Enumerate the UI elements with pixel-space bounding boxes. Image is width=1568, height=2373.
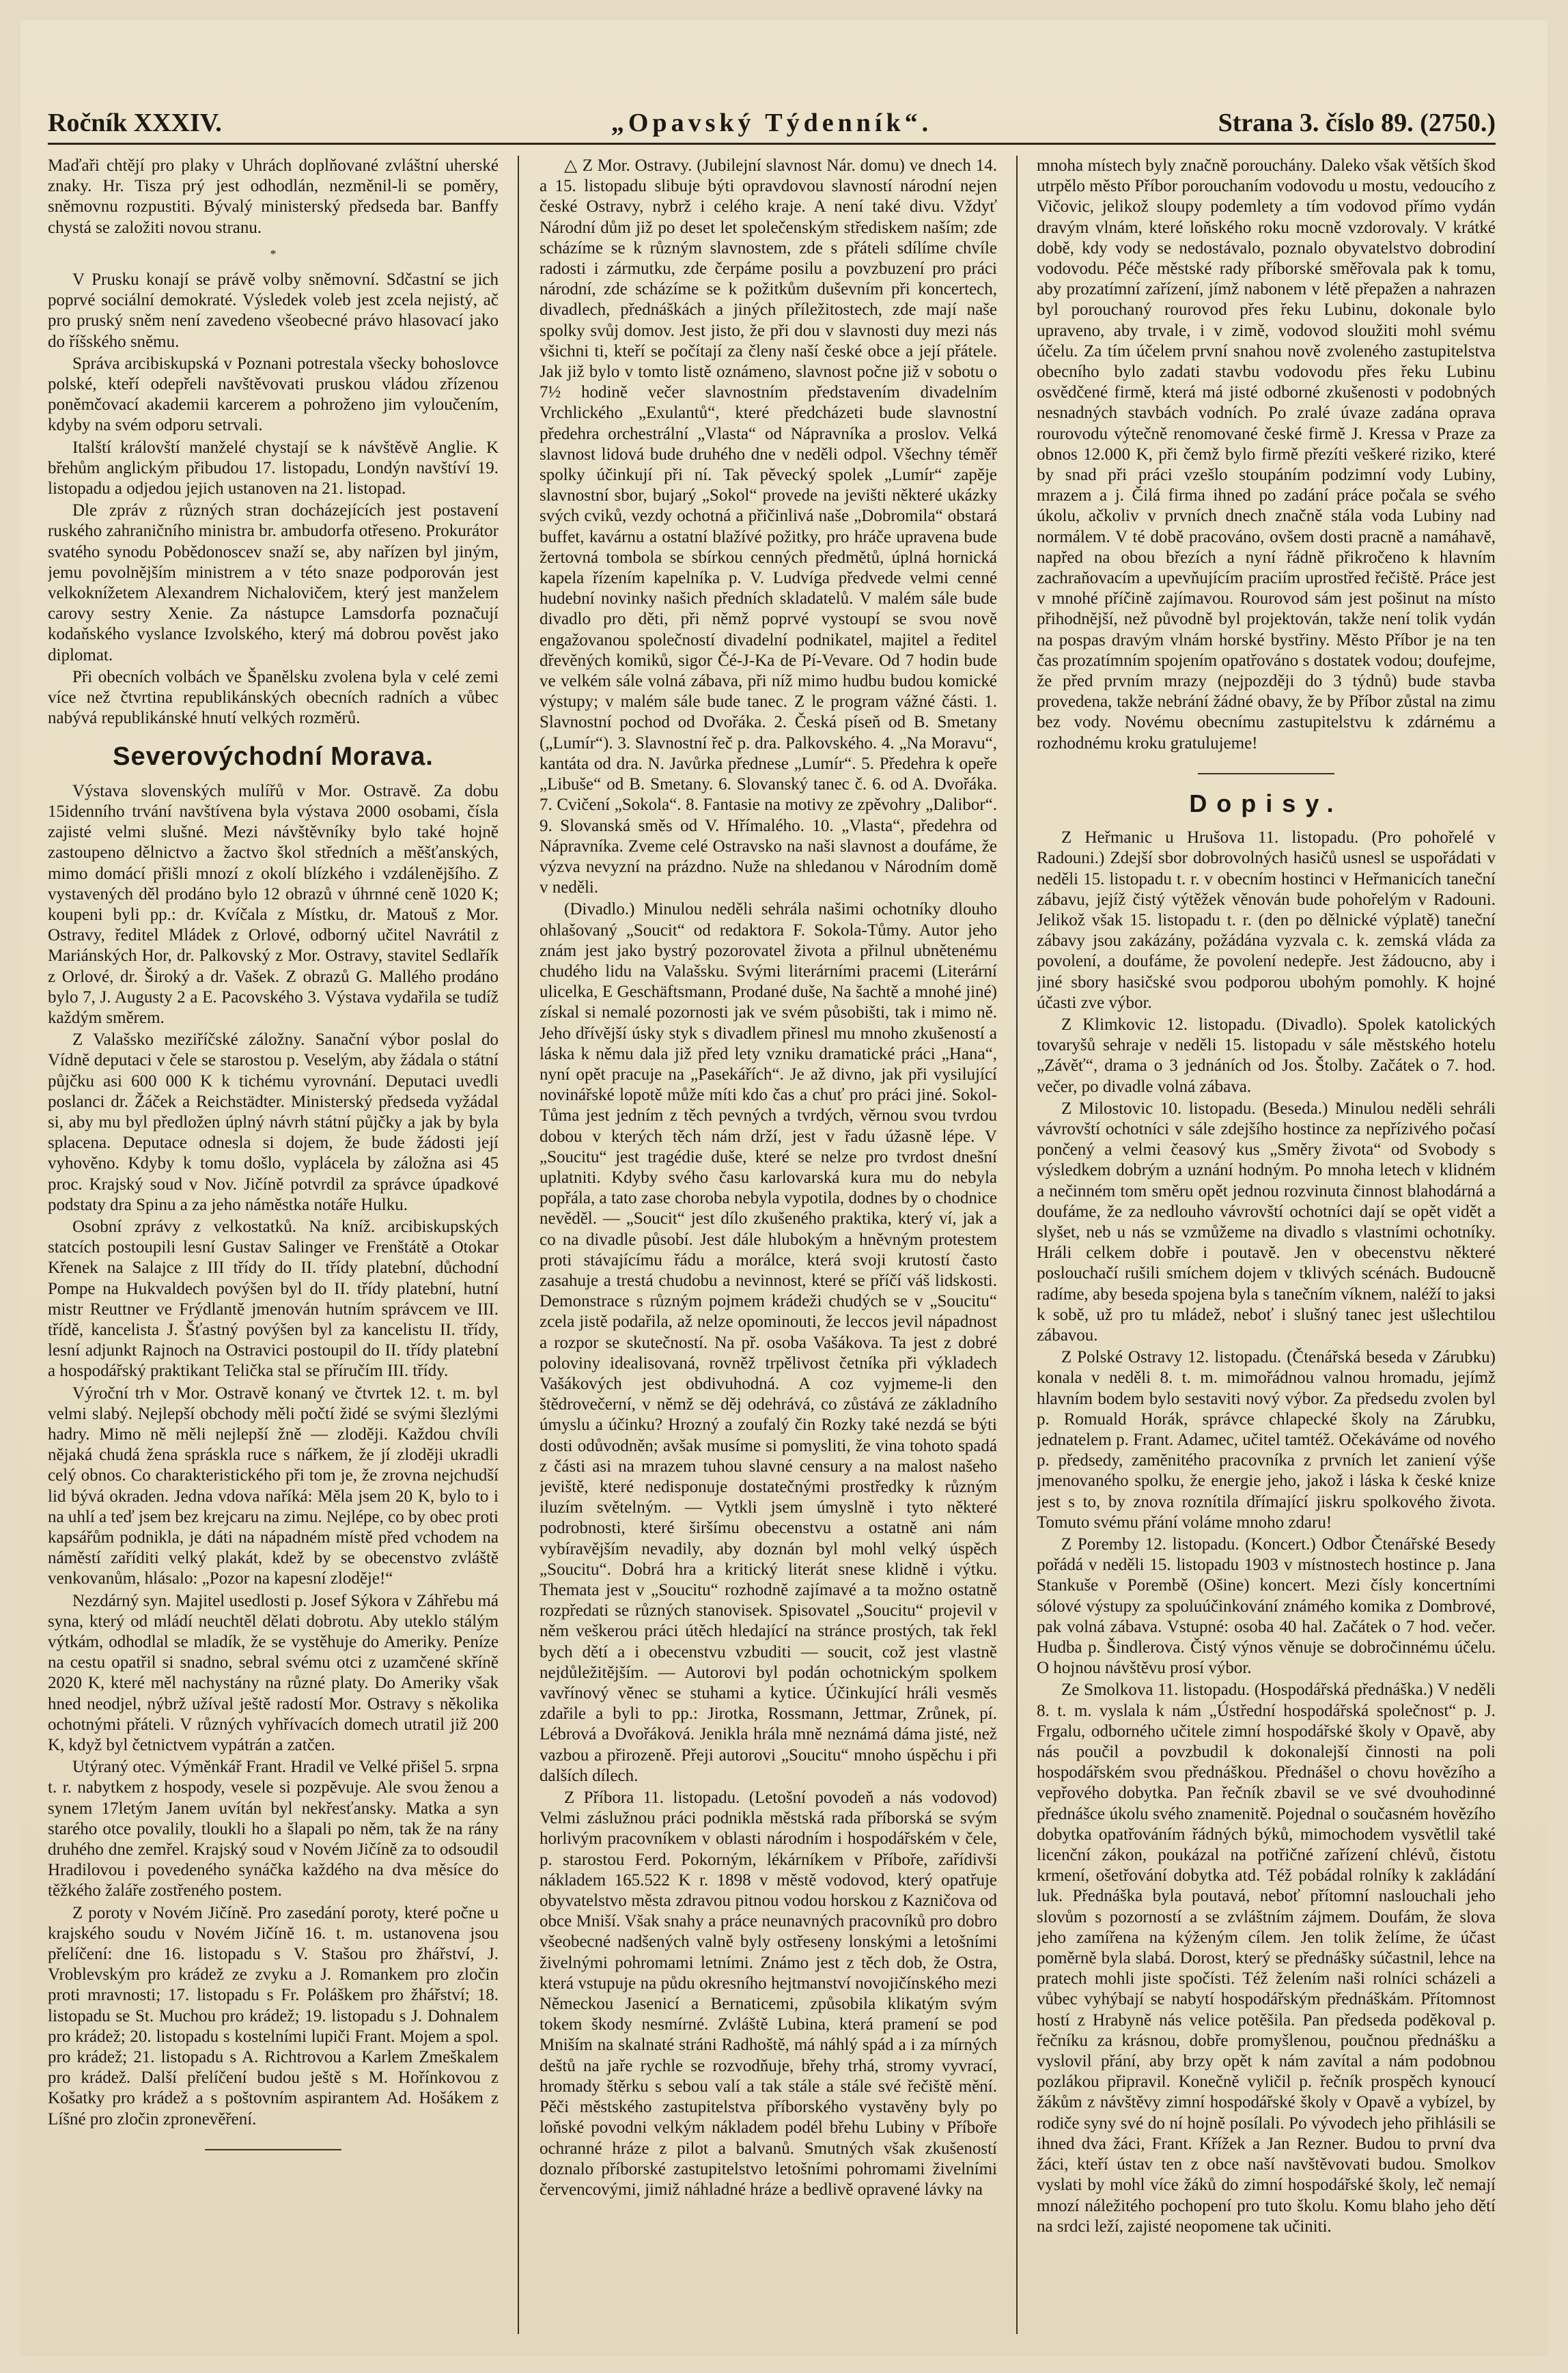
article-paragraph: Italští královští manželé chystají se k návštěvě Anglie. K břehům anglickým přibudou 17. listopadu, Londýn navštíví 19. listopadu a odjedou jejich ustanoven na 21. listopad.	[48, 438, 499, 499]
page-header	[48, 102, 1496, 145]
newspaper-title: „Opavský Týdenník“.	[611, 109, 933, 137]
article-paragraph: Z Valašsko meziříčské záložny. Sanační výbor poslal do Vídně deputaci v čele se starostou p. Veselým, aby žádala o státní půjčku asi 600 000 K k tichému vyrovnání. Deputaci uvedli poslanci dr. Žáček a Reichstädter. Ministerský předseda vyžádal si, aby mu byl předložen úplný návrh státní půjčky a jak by byla splacena. Deputace odnesla si dojem, že bude žádosti její vyhověno. Kdyby k tomu došlo, vyplácela by záložna asi 45 proc. Krajský soud v Nov. Jičíně potvrdil za správce úpadkové podstaty dra Spinu a za jeho náměstka notáře Hulku.	[48, 1030, 499, 1214]
article-paragraph: Nezdárný syn. Majitel usedlosti p. Josef Sýkora v Záhřebu má syna, který od mládí neuchtěl dělati dobrotu. Aby uteklo stálým výtkám, odhodlal se mladík, že se vystěhuje do Ameriky. Peníze na cestu opatřil si snadno, sebral svému otci z uzamčené skříně 2020 K, které měl nachystány na různé platy. Do Ameriky však hned neodjel, nýbrž užíval ještě radostí Mor. Ostravy s několika ochotnými přáteli. V různých vyhřívacích domech utratil již 200 K, když byl četnictvem vypátrán a zatčen.	[48, 1591, 499, 1755]
article-paragraph: Z Heřmanic u Hrušova 11. listopadu. (Pro pohořelé v Radouni.) Zdejší sbor dobrovolných hasičů usnesl se uspořádati v neděli 15. listopadu t. r. v obecním hostinci v Heřmanicích taneční zábavu, jejíž čistý výtěžek věnován bude pohořelým v Radouni. Jelikož však 15. listopadu t. r. (den po dělnické výplatě) taneční zábavy jsou zakázány, požádána vyzvala c. k. zemská vláda za povolení, a doufáme, že povolení nedepře. Jest žádoucno, aby i jiné sbory hasičské svou podporou ubohým pomohly. K hojné účasti zve výbor.	[1037, 828, 1496, 1012]
article-paragraph: Maďaři chtějí pro plaky v Uhrách doplňované zvláštní uherské znaky. Hr. Tisza prý jest odhodlán, nezměnil-li se poměry, sněmovnu rozpustiti. Bývalý ministerský předseda bar. Banffy chystá se založiti novou stranu.	[48, 156, 499, 237]
article-paragraph: Z Příbora 11. listopadu. (Letošní povodeň a nás vodovod) Velmi záslužnou práci podnikla městská rada příborská se svým horlivým pracovníkem v oblasti národním i hospodářském v čele, p. starostou Ferd. Pokorným, lékárníkem v Příboře, zařídivši nákladem 165.522 K r. 1898 v městě vodovod, který opatřuje obyvatelstvo města zdravou pitnou vodou horskou z Kazničova od obce Mniší. Však snahy a práce neunavných pracovníků pro dobro všeobecné nadšených valně byly ostřeseny lonskými a letošními živelnými pohromami letními. Známo jest z těch dob, že Ostra, která vstupuje na půdu okresního hejtmanství novojičínského mezi Německou Jasenicí a Bernaticemi, způsobila klikatým svým tokem škody nesmírné. Zvláště Lubina, která pramení se pod Mniším na skalnaté stráni Radhoště, má náhlý spád a i za mírných deštů na jaře rychle se rozvodňuje, břehy trhá, stromy vyvrací, hromady štěrku s sebou valí a tak stále a stále své řečiště mění. Pěči městského zastupitelstva příborského vystavěny byly po loňské povodni velkým nákladem podél břehu Lubiny v Příboře ochranné hráze z pilot a balvanů. Smutných však zkušeností doznalo příborské zastupitelstvo letošními pohromami živelními červencovými, jimiž náhladné hráze a bedlivě opravené lávky na	[540, 1788, 997, 2199]
article-paragraph: Z poroty v Novém Jičíně. Pro zasedání poroty, které počne u krajského soudu v Novém Jičíně 16. t. m. ustanovena jsou přelíčení: dne 16. listopadu s V. Stašou pro žhářství, J. Vroblevským pro krádež ze zvyku a J. Romankem pro zločin proti mravnosti; 17. listopadu s Fr. Poláškem pro žhářství; 18. listopadu se St. Muchou pro krádež; 19. listopadu s J. Dohnalem pro krádež; 20. listopadu s kostelními lupiči Frant. Mojem a spol. pro krádež; 21. listopadu s A. Richtrovou a Karlem Zmeškalem pro krádež. Další přelíčení budou ještě s M. Hořínkovou z Košatky pro krádež a s poštovním aspirantem Ad. Hošákem z Líšné pro zločin zpronevěření.	[48, 1903, 499, 2129]
article-separator	[1198, 773, 1334, 774]
column-3	[1037, 156, 1496, 2334]
article-paragraph: Z Poremby 12. listopadu. (Koncert.) Odbor Čtenářské Besedy pořádá v neděli 15. listopadu 1903 v místnostech hostince p. Jana Stankuše v Porembě (Ošine) koncert. Mezi čísly koncertními sólové výstupy za spoluúčinkování známého komika z Dombrové, pak volná zábava. Vstupné: osoba 40 hal. Začátek o 7 hod. večer. Hudba p. Šindlerova. Čistý výnos věnuje se dobročinnému účelu. O hojnou návštěvu prosí výbor.	[1037, 1535, 1496, 1678]
volume-label: Ročník XXXIV.	[48, 109, 222, 137]
article-separator	[205, 2149, 341, 2150]
section-heading: Severovýchodní Morava.	[113, 742, 434, 772]
article-paragraph: Dle zpráv z různých stran docházejících jest postavení ruského zahraničního ministra br. ambudorfa otřeseno. Prokurátor svatého synodu Pobědonoscev snaží se, aby nařízen byl jiným, jemu povolnějším ministrem a v této snaze podporován jest velkoknížetem Alexandrem Nichalovičem, který jest manželem carovy sestry Xenie. Za nástupce Lamsdorfa poznačují kodaňského vyslance Izvolského, který má dobrou pověst jako diplomat.	[48, 501, 499, 664]
article-paragraph: mnoha místech byly značně porouchány. Daleko však větších škod utrpělo město Příbor porouchaním vodovodu u mostu, vedoucího z Vičovic, jelikož sloupy podemlety a tím vodovod přímo vydán dravým vlnám, které loňského roku mocně vzdorovaly. V krátké době, kdy vody se nedostávalo, poznalo obyvatelstvo dobrodiní vodovodu. Péče městské rady příborské směřovala pak k tomu, aby prozatímní zařízení, jímž nabonem v létě přepažen a nahrazen byl porouchaný rourovod přes řeku Lubinu, dokonale bylo upraveno, aby trvale, i v zimě, vodovod sloužiti mohl svému účelu. Za tím účelem první snahou nově zvoleného zastupitelstva obecního bylo zadati stavbu vodovodu přes řeku Lubinu osvědčené firmě, která má jisté odborné zkušenosti v podobných nesnadných stavbách vodních. Po zralé úvaze zadána oprava rourovodu výtečně renomované české firmě J. Kressa v Praze za obnos 12.000 K, při čemž bylo firmě přezíti veškeré riziko, které by snad při práci vzešlo stoupáním podzimní vody Lubiny, mrazem a j. Čilá firma ihned po zadání práce počala se svého úkolu, ačkoliv v prvních dnech značně stála voda Lubiny nad normálem. V té době pracováno, ovšem dosti pracně a namáhavě, napřed na obou březích a nyní řádně přikročeno k hlavním zachraňovacím a upevňujícím praciím uprostřed řečiště. Práce jest v mnohé příčině zajímavou. Rourovod sám jest pošinut na místo přihodnější, než původně byl projektován, takže není tolik vydán na pospas dravým vlnám horské bystřiny. Město Příbor je na ten čas prozatímním spojením opatřováno s dostatek vodou; doufejme, že před prvním mrazy (nejpozději do 3 týdnů) bude stavba provedena, takže nebrání žádné obavy, že by Příbor zůstal na zimu bez vody. Novému obecnímu zastupitelstvu k zdárnému a rozhodnému kroku gratulujeme!	[1037, 156, 1496, 753]
article-paragraph: Z Klimkovic 12. listopadu. (Divadlo). Spolek katolických tovaryšů sehraje v neděli 15. listopadu v sále městského hotelu „Závěť“, drama o 3 jednáních od Jos. Štolby. Začátek o 7. hod. večer, po divadle volná zábava.	[1037, 1015, 1496, 1096]
column-2	[540, 156, 997, 2334]
article-paragraph: Z Milostovic 10. listopadu. (Beseda.) Minulou neděli sehráli vávrovští ochotníci v sále zdejšího hostince za nepřízivého počasí pončený a velmi čeasový kus „Směry života“ od Svobody s výsledkem dobrým a uznání hodným. Po mnoha letech v klidném a nečinném tom směru opět jednou rozvinuta činnost blahodárná a doufáme, že za nedlouho vávrovští ochotníci dají se opět vidět a slyšet, neb u nás se vzmůžeme na divadlo s vlastními ochotníky. Hráli celkem dobře i poutavě. Jen v obecenstvu některé poslouchačí rušili smíchem dojem v tklivých scénách. Budoucně radíme, aby beseda spojena byla s tanečním víknem, naléží to jaksi k sobě, už pro tu mládež, neboť i slušný tanec jest ušlechtilou zábavou.	[1037, 1099, 1496, 1345]
column-1	[48, 156, 499, 2334]
article-paragraph: Z Polské Ostravy 12. listopadu. (Čtenářská beseda v Zárubku) konala v neděli 8. t. m. mimořádnou valnou hromadu, jejímž hlavním bodem bylo sestaviti nový výbor. Za předsedu zvolen byl p. Romuald Horák, správce chlapecké školy na Zárubku, jednatelem p. Frant. Adamec, učitel tamtéž. Očekáváme od nového p. předsedy, zaměnitého pracovníka z prvních let zaniení výše jmenovaného spolku, že energie jeho, jakož i láska k české knize jest s to, by znova roznítila dřímající jiskru spolkového života. Tomuto svému přání voláme mnoho zdaru!	[1037, 1348, 1496, 1532]
section-heading: Dopisy.	[1189, 789, 1343, 817]
page-number: Strana 3. číslo 89. (2750.)	[1218, 109, 1496, 137]
article-paragraph: Utýraný otec. Výměnkář Frant. Hradil ve Velké přišel 5. srpna t. r. nabytkem z hospody, vesele si pozpěvuje. Ale svou ženou a synem 17letým Janem uvítán byl nekřesťansky. Matka a syn starého otce povalily, tloukli ho a šlapali po něm, tak že na rány druhého dne zemřel. Krajský soud v Novém Jičíně za to odsoudil Hradilovou i povedeného synáčka každého na dva měsíce do těžkého žaláře zostřeného postem.	[48, 1758, 499, 1900]
column-divider	[518, 156, 519, 2334]
article-paragraph: △ Z Mor. Ostravy. (Jubilejní slavnost Nár. domu) ve dnech 14. a 15. listopadu slibuje býti opravdovou slavností národní nejen české Ostravy, nybrž i celého kraje. A není také divu. Vždyť Národní dům již po deset let společenským střediskem naším; zde scházíme se k různým slavnostem, zde s přáteli sdílíme chvíle radosti i zármutku, zde čerpáme posilu a povzbuzení pro práci národní, zde scházíme se k požitkům duševním při koncertech, divadlech, přednáškách a jiných příležitostech, zde mají naše spolky svůj domov. Jest jisto, že při dou v slavnosti duy mezi nás všichni ti, kteří se počítají za členy naší české obce a její přátele. Jak již bylo v tomto listě oznámeno, slavnost počne již v sobotu o 7½ hodině večer slavnostním představením divadelním Vrchlického „Exulantů“, které předcházeti bude slavnostní předehra orchestrální „Vlasta“ od Nápravníka a proslov. Velká slavnost lidová bude druhého dne v neděli odpol. Všechny téměř spolky účinkují při ní. Tak pěvecký spolek „Lumír“ zapěje slavnostní sbor, bujarý „Sokol“ provede na jevišti některé ukázky svých cviků, vezdy ochotná a přičinlivá naše „Dobromila“ obstará buffet, kavárnu a ostatní blažívé požitky, pro hráče upravena bude žertovná tombola se sbírkou cenných předmětů, úplná hornická kapela řízením kapelníka p. V. Ludvíga předvede velmi cenné hudební novinky našich předních skladatelů. V malém sále bude divadlo pro děti, při němž poprvé vystoupí se svou nově engažovanou společností divadelní podnikatel, majitel a ředitel dřevěných komiků, sigor Čé-J-Ka de Pí-Vevare. Od 7 hodin bude ve velkém sále volná zábava, při níž mimo hudbu budou komické výstupy; v malém sále bude tanec. Z le program vážné části. 1. Slavnostní pochod od Dvořáka. 2. Česká píseň od B. Smetany („Lumír“). 3. Slavnostní řeč p. dra. Palkovského. 4. „Na Moravu“, kantáta od dra. N. Javůrka přednese „Lumír“. 5. Předehra k opeře „Libuše“ od B. Smetany. 6. Slovanský tanec č. 6. od A. Dvořáka. 7. Cvičení „Sokola“. 8. Fantasie na motivy ze zpěvohry „Dalibor“. 9. Slovanská směs od V. Hřímalého. 10. „Vlasta“, předehra od Nápravníka. Zveme celé Ostravsko na naši slavnost a doufáme, že výzva nevyzní na prázdno. Nuže na shledanou v Národním domě v neděli.	[540, 156, 997, 897]
article-paragraph: Výstava slovenských mulířů v Mor. Ostravě. Za dobu 15idenního trvání navštívena byla výstava 2000 osobami, čísla zajisté velmi slušné. Mezi návštěvníky bylo také hojně zastoupeno dělnictvo a žactvo škol středních a měšťanských, mimo domácí přišli mnozí z okolí blízkého i vzdálenějšího. Z vystavených děl prodáno bylo 12 obrazů v úhrnné ceně 1020 K; koupeni byli pp.: dr. Kvíčala z Místku, dr. Matouš z Mor. Ostravy, ředitel Mládek z Orlové, odborný učitel Navrátil z Mariánských Hor, dr. Palkovský z Mor. Ostravy, stavitel Sedlařík z Orlové, dr. Široký a dr. Vašek. Z obrazů G. Mallého prodáno bylo 7, J. Augusty 2 a E. Pacovského 3. Výstava vydařila se tudíž každým směrem.	[48, 781, 499, 1027]
article-paragraph: Výroční trh v Mor. Ostravě konaný ve čtvrtek 12. t. m. byl velmi slabý. Nejlepší obchody měli počtí židé se svými šlezlými hadry. Mimo ně měli nejlepší žně — zloději. Každou chvíli nějaká chudá žena spráskla ruce s nářkem, že jí zloději ukradli celý obnos. Co charakteristického při tom je, že zrovna nejchudší lid bývá okraden. Jedna vdova naříká: Měla jsem 20 K, bylo to i na uhlí a teď jsem bez krejcaru na zimu. Nejlépe, co by obec proti kapsářům podnikla, je dáti na nápadném místě před vchodem na náměstí zaříditi velký plakát, kdež by se obecenstvo zvláště venkovanům, hlásalo: „Pozor na kapesní zloděje!“	[48, 1384, 499, 1588]
column-divider	[1016, 156, 1018, 2334]
article-paragraph: Správa arcibiskupská v Poznani potrestala všecky bohoslovce polské, kteří odepřeli navštěvovati pruskou vládou zřízenou poněmčovací akademii karcerem a pohroženo jim vyloučením, kdyby na svém odporu setrvali.	[48, 354, 499, 435]
article-paragraph: Při obecních volbách ve Španělsku zvolena byla v celé zemi více než čtvrtina republikánských obecních radních a vůbec nabývá republikánské hnutí velkých rozměrů.	[48, 667, 499, 728]
separator-star: *	[270, 247, 277, 261]
article-paragraph: Osobní zprávy z velkostatků. Na kníž. arcibiskupských statcích postoupili lesní Gustav Salinger ve Frenštátě a Otokar Křenek na Salajce z III třídy do II. třídy platební, důchodní Pompe na Hukvaldech povýšen byl do II. třídy platební, hutní mistr Reuttner ve Frýdlantě jmenován hutním správcem ve III. třídě, kancelista J. Šťastný povýšen byl za kancelistu II. třídy, lesní adjunkt Rajnoch na Ostravici postoupil do II. třídy platební a hospodářský praktikant Telička stal se příručím III. třídy.	[48, 1217, 499, 1381]
article-paragraph: V Prusku konají se právě volby sněmovní. Sdčastní se jich poprvé sociální demokraté. Výsledek voleb jest zcela nejistý, ač pro pruský sněm není zavedeno všeobecné právo hlasovací jako do říšského sněmu.	[48, 270, 499, 351]
article-paragraph: (Divadlo.) Minulou neděli sehrála našimi ochotníky dlouho ohlašovaný „Soucit“ od redaktora F. Sokola-Tůmy. Autor jeho znám jest jako bystrý pozorovatel života a přilnul ubnětenému chudého lidu na Valašsku. Svými literárními pracemi (Literární ulicelka, E Geschäftsmann, Prodané duše, Na šachtě a mnohé jiné) získal si nemalé pozornosti jak ve svém působišti, tak i mimo ně. Jeho dřívější úsky styk s divadlem přinesl mu mnoho zkušeností a láska k němu dala již před lety vzniku dramatické práci „Hana“, nyní opět pracuje na „Pasekářích“. Je až divno, jak při vysilující novinářské lopotě může míti kdo čas a chuť pro práci jiné. Sokol-Tůma jest jedním z těch pevných a tvrdých, věrnou svou tvrdou dobou v kterých těch nám drží, jest v řadu úžasně lépe. V „Soucitu“ jest tragédie duše, které se nelze pro tvrdost dnešní uplatniti. Kdyby svého času karlovarská kura mu do nebyla popřála, a tato zase choroba nebyla vypotila, dodnes by o chodnice nevěděl. — „Soucit“ jest dílo zkušeného praktika, který ví, jak a co na divadle působí. Jest dále hlubokým a hněvným protestem proti stávajícímu řádu a morálce, která svoji krutostí často zasahuje a trestá chudobu a nevinnost, které se příčí váš lidskosti. Demonstrace s různým pojmem krádeži chudých se v „Soucitu“ zcela jistě podařila, až nelze opominouti, že leccos jevil nápadnost a rozpor se skutečností. Na př. osoba Vašákova. Ta jest z dobré poloviny idealisovaná, rovněž trpělivost četníka při výkladech Vašákových jest obdivuhodná. A coz vyjmeme-li den štědrovečerní, v němž se děj odehrává, co zůstává ze základního úmyslu a účinku? Hrozný a zoufalý čin Rozky také nezdá se býti dosti odůvodněn; avšak musíme si pomysliti, že vina tohoto spadá z části asi na mrazem tuhou slavné censury a na malost našeho jeviště, které nedisponuje dostatečnými prostředky k různým iluzím světelným. — Vytkli jsem úmyslně i tyto některé podrobnosti, které širšímu obecenstvu a ostatně ani nám vybíravějším nevadily, aby doznán byl mohl velký úspěch „Soucitu“. Dobrá hra a kritický literát snese klidně i výtku. Themata jest v „Soucitu“ rozhodně zajímavé a ta možno ostatně rozpředati se různých stanovisek. Spisovatel „Soucitu“ projevil v něm veškerou práci útěch hledající na stránce prostých, tak řekl bych dětí a i obecenstvu vzbuditi — soucit, což jest vlastně nejdůležitějším. — Autorovi byl podán ochotnickým spolkem vavřínový věnec se stuhami a kytice. Účinkující hráli vesměs zdařile a byli to pp.: Jirotka, Rossmann, Jettmar, Zrůnek, pí. Lébrová a Dvořáková. Jenikla hrála mně neznámá dáma jisté, než vazbou a přirozeně. Přeji autorovi „Soucitu“ mnoho úspěchu i při dalších dílech.	[540, 900, 997, 1785]
article-paragraph: Ze Smolkova 11. listopadu. (Hospodářská přednáška.) V neděli 8. t. m. vyslala k nám „Ústřední hospodářská společnost“ p. J. Frgalu, odborného učitele zimní hospodářské školy v Opavě, aby nás poučil a povzbudil k dokonalejší činnosti na poli hospodářském svou přednáškou. Přednášel o chovu hovězího a vepřového dobytka. Pan řečník zbavil se ve své dvouhodinné přednášce úkolu svého znamenitě. Pojednal o současném hovězího dobytka opatřováním řádných býků, mimochodem vysvětlil také licenční zákon, poukázal na potřičné zařízení chlévů, čistotu krmení, ošetřování dobytka atd. Též pobádal rolníky k zakládání luk. Přednáška byla poutavá, neboť přítomní naslouchali jeho slovům s pozorností a se zvláštním zájmem. Doufám, že slova jeho zamířena na kýženým cílem. Jen tolik želíme, že účast poměrně byla slabá. Dorost, který se přednášky súčastnil, lehce na pratech mohli jiste spočísti. Též želením naši rolníci scházeli a vůbec vyhýbají se nabytí hospodářským přednáškám. Přítomnost hostí z Hrabyně nás velice potěšila. Pan předseda poděkoval p. řečníku za krásnou, dobře promyšlenou, poučnou přednášku a vyslovil přání, aby brzy opět k nám zavítal a nám podobnou pozlákou připravil. Konečně vyličil p. řečník prospěch kynoucí žákům z návštěvy zimní hospodářské školy v Opavě a vybízel, by rodiče syny své do ní hojně posílali. Po vývodech jeho přihlásili se ihned dva žáci, Frant. Křížek a Jan Rezner. Budou to první dva žáci, kteří ústav ten z obce naší navštěvovati budou. Smolkov vyslati by mohl více žáků do zimní hospodářské školy, leč nemají mnozí náležitého pochopení pro tuto školu. Komu blaho jeho dětí na srdci leží, zajisté neopomene tak učiniti.	[1037, 1681, 1496, 2236]
